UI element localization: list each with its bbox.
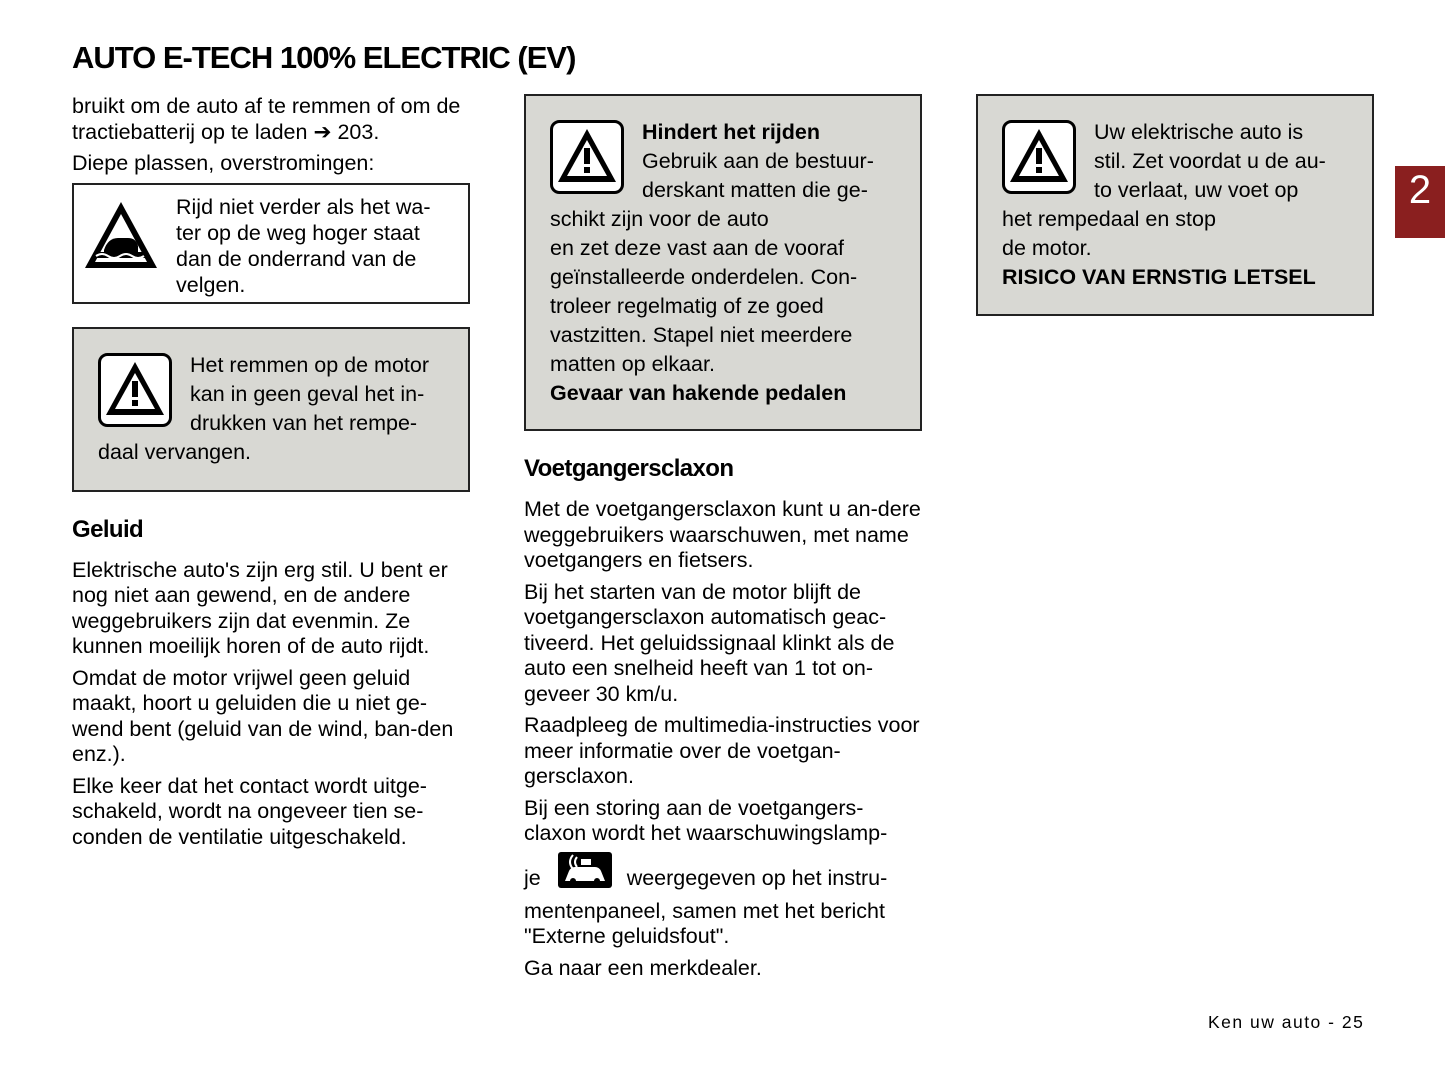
warning-triangle-icon — [550, 120, 624, 194]
section-title-geluid: Geluid — [72, 515, 144, 543]
flood-warning-box: Rijd niet verder als het wa- ter op de weg hoger staat dan de onderrand van de velgen. — [72, 183, 470, 304]
paragraph: mentenpaneel, samen met het bericht "Externe geluidsfout". — [524, 898, 885, 948]
box-warning: RISICO VAN ERNSTIG LETSEL — [1002, 265, 1316, 289]
stop-motor-warning-box: Uw elektrische auto is stil. Zet voordat u de au- to verlaat, uw voet op het rempedaal en stop de motor. RISICO VAN ERNSTIG LETSEL — [976, 94, 1374, 316]
motor-brake-warning-box: Het remmen op de motor kan in geen geval het in- drukken van het rempe- daal vervangen. — [72, 327, 470, 492]
column-2 — [524, 94, 922, 987]
page-ref-link[interactable]: 203 — [337, 119, 374, 144]
box-title: Hindert het rijden — [642, 120, 820, 144]
intro-paragraph: bruikt om de auto af te remmen of om de tractiebatterij op te laden ➔ 203. — [72, 94, 461, 144]
paragraph: Elektrische auto's zijn erg stil. U bent er nog niet aan gewend, en de andere weggebruikers zijn dat evenmin. Ze kunnen moeilijk horen of de auto rijdt. — [72, 557, 448, 658]
box-warning: Gevaar van hakende pedalen — [550, 381, 847, 405]
page-footer: Ken uw auto - 25 — [1208, 1012, 1365, 1032]
section-title-voetgangersclaxon: Voetgangersclaxon — [524, 455, 734, 482]
column-1 — [72, 94, 470, 856]
paragraph: Omdat de motor vrijwel geen geluid maakt, hoort u geluiden die u niet ge-wend bent (geluid van de wind, ban-den enz.). — [72, 665, 454, 766]
paragraph: Raadpleeg de multimedia-instructies voor meer informatie over de voetgan-gersclaxon. — [524, 713, 920, 788]
page-ref-arrow-icon: ➔ — [313, 119, 332, 144]
paragraph: Bij een storing aan de voetgangers-claxon wordt het waarschuwingslamp- — [524, 795, 888, 845]
column-3 — [976, 94, 1374, 316]
flood-heading: Diepe plassen, overstromingen: — [72, 151, 375, 175]
chapter-tab[interactable]: 2 — [1395, 166, 1445, 238]
page-title: AUTO E-TECH 100% ELECTRIC (EV) — [72, 40, 576, 75]
flooded-road-warning-icon — [82, 198, 160, 274]
paragraph: Elke keer dat het contact wordt uitge-schakeld, wordt na ongeveer tien se-conden de ventilatie uitgeschakeld. — [72, 773, 427, 849]
warning-triangle-icon — [98, 353, 172, 427]
paragraph: Ga naar een merkdealer. — [524, 955, 762, 980]
paragraph: Bij het starten van de motor blijft de voetgangersclaxon automatisch geac-tiveerd. Het geluidssignaal klinkt als de auto een snelheid heeft van 1 tot on-geveer 30 km/u. — [524, 579, 895, 706]
paragraph: Met de voetgangersclaxon kunt u an-dere weggebruikers waarschuwen, met name voetgangers en fietsers. — [524, 497, 921, 572]
pedestrian-horn-warning-icon — [557, 851, 613, 899]
floor-mat-warning-box: Hindert het rijden Gebruik aan de bestuur- derskant matten die ge- schikt zijn voor de auto en zet deze vast aan de vooraf geïnstalleerde onderdelen. Con- troleer regelmatig of ze goed vastzitten. Stapel niet meerdere matten op elkaar. Gevaar van hakende pedalen — [524, 94, 922, 431]
warning-triangle-icon — [1002, 120, 1076, 194]
paragraph: je weergegeven op het instru- — [524, 851, 922, 899]
